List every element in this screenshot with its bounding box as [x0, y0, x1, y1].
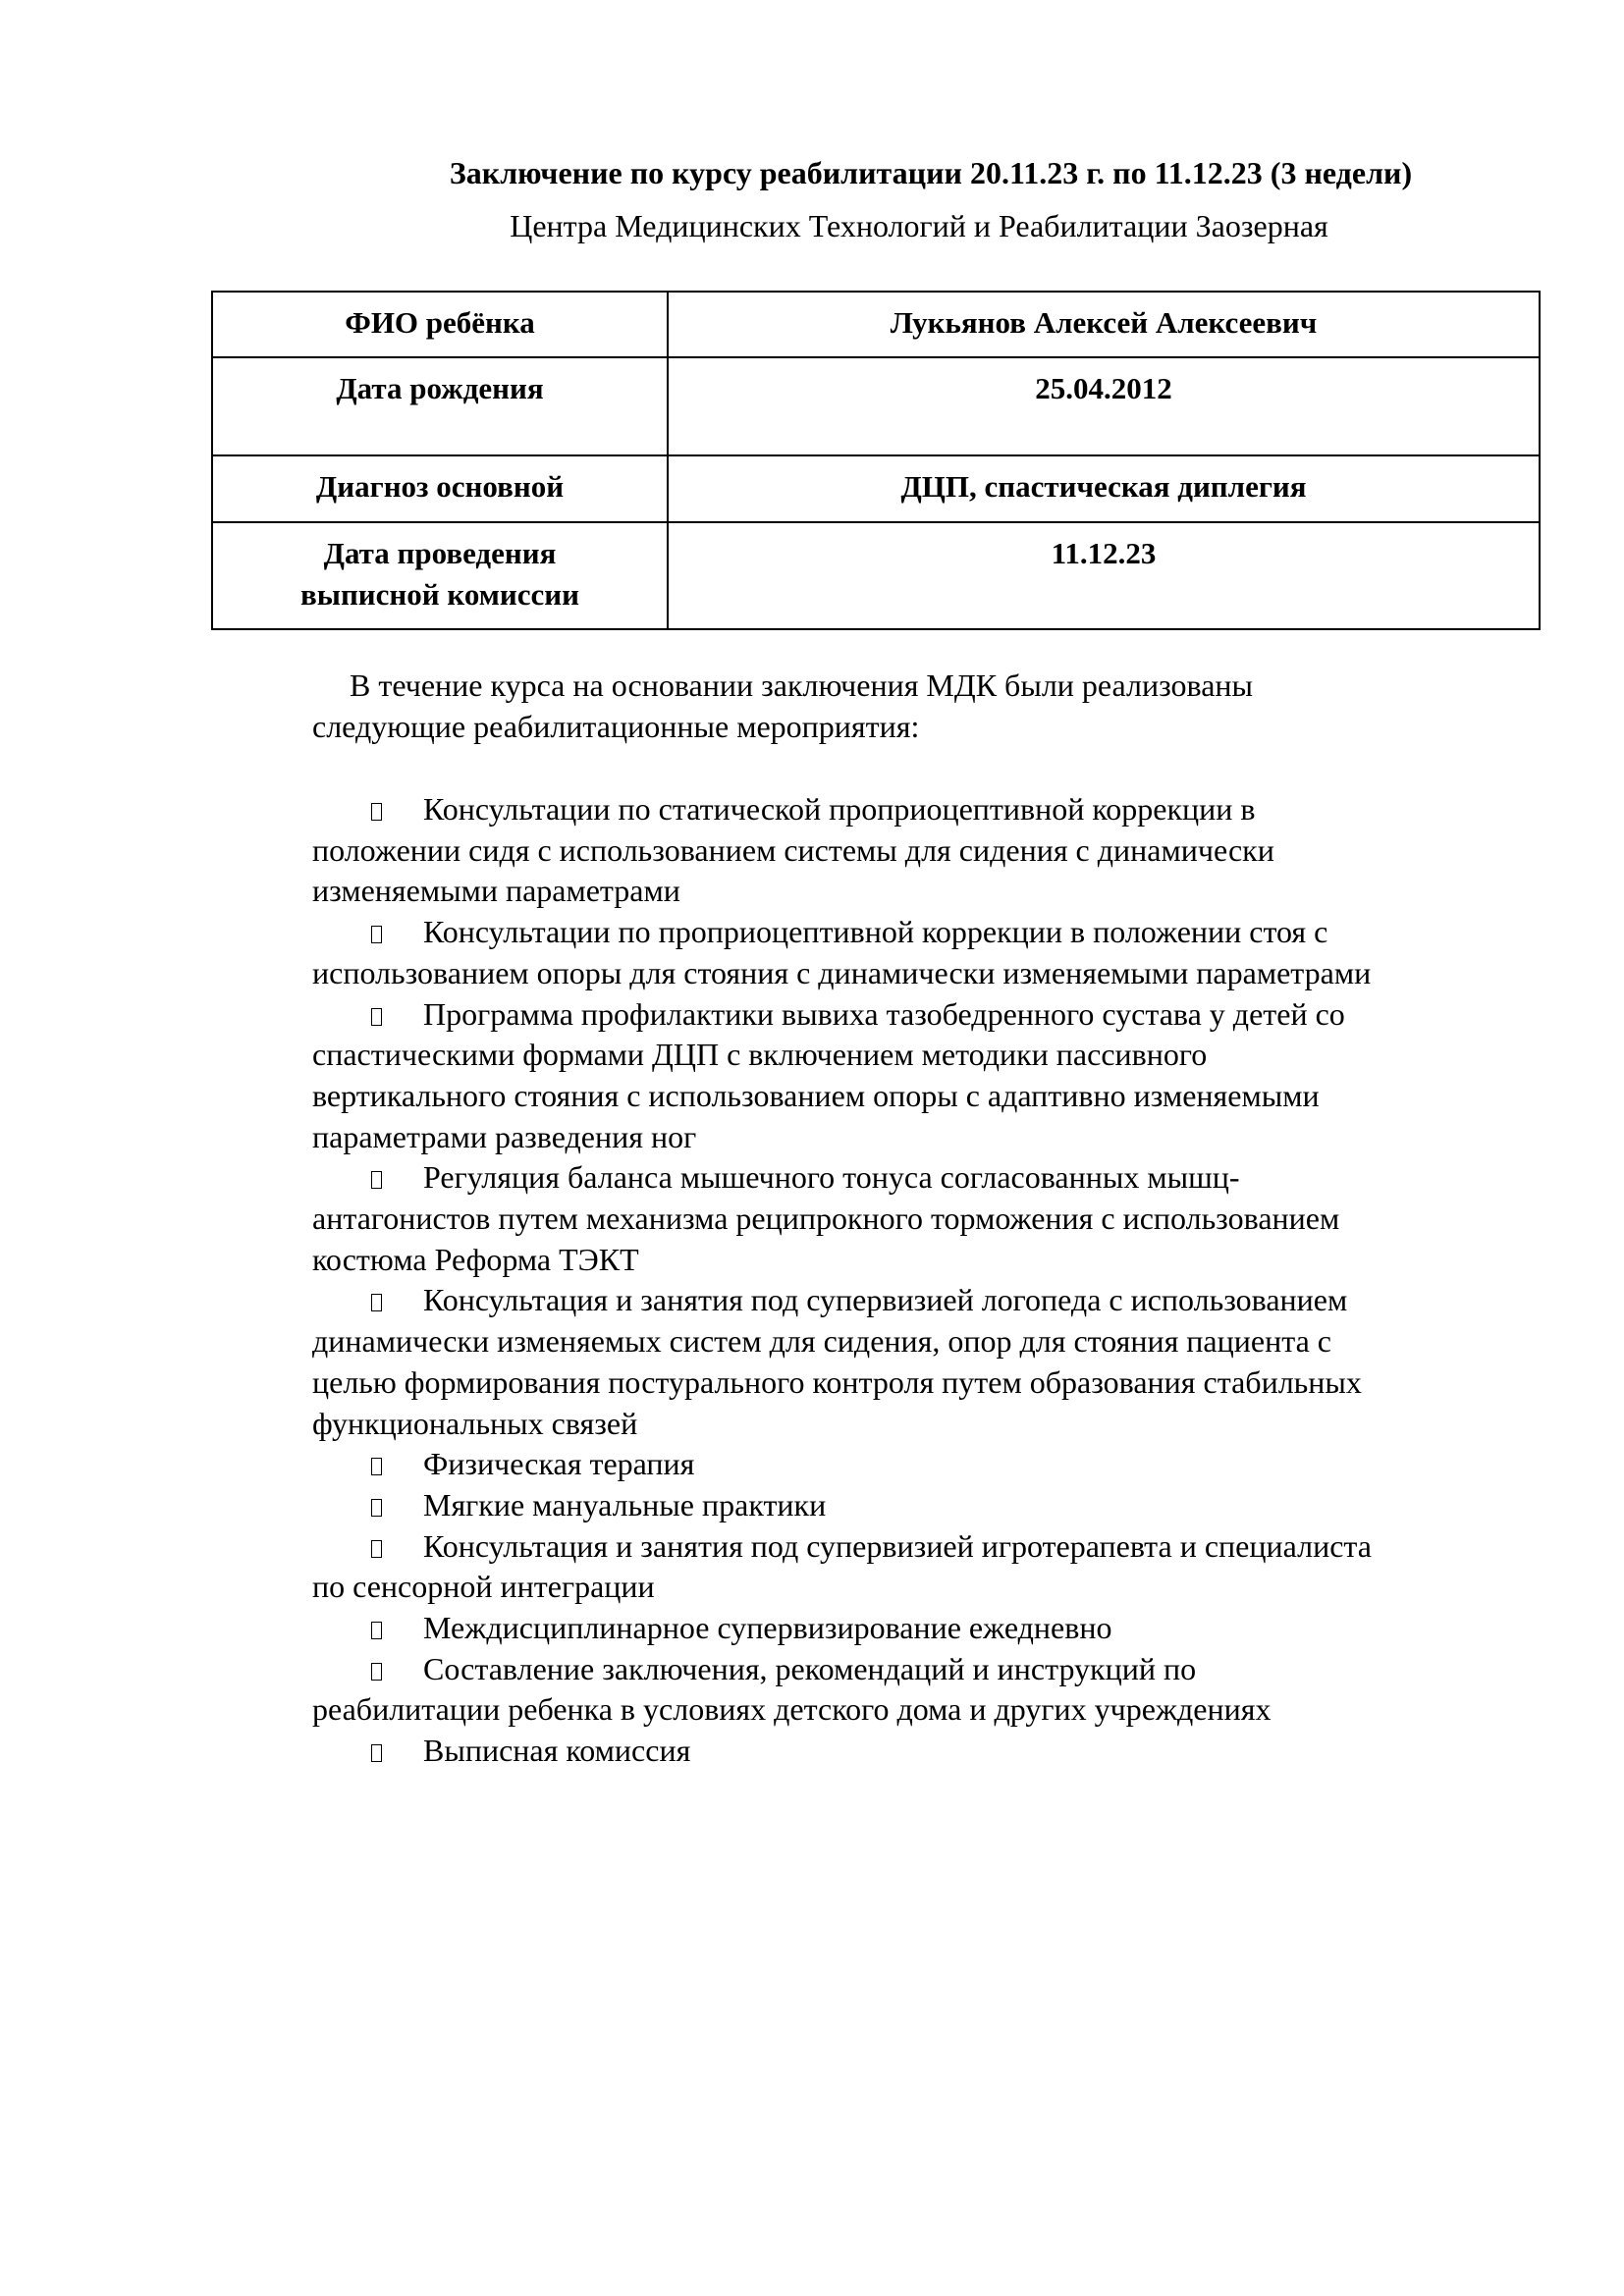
list-item-text: Междисциплинарное супервизирование ежедневно: [423, 1610, 1112, 1646]
table-row: [212, 292, 1540, 357]
list-item-line: [312, 1117, 1372, 1158]
table-row: [212, 522, 1540, 629]
list-item-text: Консультация и занятия под супервизией логопеда с использованием: [423, 1282, 1348, 1318]
bullet-box-icon: [371, 1171, 382, 1189]
list-item-line: [312, 1280, 1372, 1321]
list-item-text: костюма Реформа ТЭКТ: [312, 1241, 639, 1277]
list-item-text: параметрами разведения ног: [312, 1118, 697, 1154]
list-item-line: [312, 1526, 1372, 1568]
measures-list: [312, 789, 1372, 1772]
row-label: [212, 357, 668, 455]
list-item-text: Регуляция баланса мышечного тонуса согласованных мышц-: [423, 1159, 1240, 1196]
bullet-box-icon: [371, 1458, 382, 1475]
row-label-line: ФИО ребёнка: [345, 305, 535, 340]
list-item-text: Физическая терапия: [423, 1446, 695, 1482]
list-item: [312, 1157, 1372, 1280]
list-item-line: [312, 953, 1372, 994]
list-item-line: [312, 789, 1372, 830]
list-item-line: [312, 1731, 1372, 1772]
list-item: [312, 912, 1372, 993]
list-item: [312, 1280, 1372, 1444]
list-item-text: Составление заключения, рекомендаций и инструкций по: [423, 1650, 1197, 1686]
list-item-line: [312, 1076, 1372, 1117]
list-item-line: [312, 871, 1372, 912]
bullet-box-icon: [371, 926, 382, 943]
row-value: Лукьянов Алексей Алексеевич: [668, 292, 1540, 357]
list-item: [312, 1444, 1372, 1485]
list-item-line: [312, 1567, 1372, 1608]
list-item-line: [312, 1240, 1372, 1281]
list-item-line: [312, 1689, 1372, 1731]
list-item-text: целью формирования постурального контроля путем образования стабильных: [312, 1363, 1362, 1400]
list-item-text: антагонистов путем механизма реципрокного торможения с использованием: [312, 1201, 1340, 1237]
list-item-text: использованием опоры для стояния с динамически изменяемыми параметрами: [312, 954, 1372, 990]
list-item-line: [312, 1199, 1372, 1240]
list-item: [312, 1608, 1372, 1649]
list-item-line: [312, 830, 1372, 872]
list-item-line: [312, 1444, 1372, 1485]
list-item-text: реабилитации ребенка в условиях детского дома и других учреждениях: [312, 1691, 1272, 1728]
list-item-text: функциональных связей: [312, 1405, 638, 1441]
document-subtitle: Центра Медицинских Технологий и Реабилитации Заозерная: [510, 208, 1328, 243]
bullet-box-icon: [371, 1744, 382, 1762]
list-item-text: Программа профилактики вывиха тазобедренного сустава у детей со: [423, 995, 1345, 1032]
list-item-line: [312, 1485, 1372, 1526]
intro-paragraph: [312, 666, 1253, 747]
document-title: Заключение по курсу реабилитации 20.11.23 г. по 11.12.23 (3 недели): [449, 155, 1413, 190]
list-item-line: [312, 1404, 1372, 1445]
bullet-box-icon: [371, 1622, 382, 1639]
list-item: [312, 789, 1372, 912]
list-item-text: положении сидя с использованием системы для сидения с динамически: [312, 831, 1274, 868]
list-item-text: вертикального стояния с использованием опоры с адаптивно изменяемыми: [312, 1077, 1320, 1113]
list-item-text: Консультации по проприоцептивной коррекции в положении стоя с: [423, 914, 1328, 950]
list-item: [312, 1526, 1372, 1608]
row-value: 11.12.23: [668, 522, 1540, 629]
row-label: [212, 292, 668, 357]
list-item-line: [312, 1608, 1372, 1649]
table-row: [212, 357, 1540, 455]
row-label-line: Дата проведения: [323, 536, 557, 570]
list-item-text: динамически изменяемых систем для сидения, опор для стояния пациента с: [312, 1323, 1331, 1360]
row-label: [212, 455, 668, 522]
list-item-line: [312, 1321, 1372, 1362]
list-item-line: [312, 1362, 1372, 1404]
row-label-line: выписной комиссии: [300, 577, 579, 612]
patient-info-table: [211, 291, 1541, 630]
list-item-text: Консультации по статической проприоцептивной коррекции в: [423, 791, 1256, 827]
row-label: [212, 522, 668, 629]
row-value: 25.04.2012: [668, 357, 1540, 455]
row-value: ДЦП, спастическая диплегия: [668, 455, 1540, 522]
bullet-box-icon: [371, 1540, 382, 1558]
list-item-text: спастическими формами ДЦП с включением методики пассивного: [312, 1037, 1208, 1073]
list-item-text: Выписная комиссия: [423, 1733, 691, 1769]
list-item-line: [312, 994, 1372, 1036]
list-item-text: Консультация и занятия под супервизией игротерапевта и специалиста: [423, 1527, 1372, 1564]
bullet-box-icon: [371, 1499, 382, 1517]
table-row: [212, 455, 1540, 522]
bullet-box-icon: [371, 803, 382, 821]
list-item: [312, 994, 1372, 1158]
list-item-line: [312, 912, 1372, 953]
list-item: [312, 1485, 1372, 1526]
list-item: [312, 1649, 1372, 1731]
list-item-text: Мягкие мануальные практики: [423, 1486, 827, 1522]
list-item-line: [312, 1649, 1372, 1690]
list-item-line: [312, 1035, 1372, 1076]
row-label-line: Дата рождения: [336, 371, 544, 405]
intro-line: В течение курса на основании заключения МДК были реализованы: [350, 667, 1254, 703]
list-item-text: изменяемыми параметрами: [312, 873, 680, 909]
bullet-box-icon: [371, 1663, 382, 1681]
list-item-line: [312, 1157, 1372, 1199]
intro-line: следующие реабилитационные мероприятия:: [312, 708, 920, 744]
bullet-box-icon: [371, 1008, 382, 1026]
list-item: [312, 1731, 1372, 1772]
list-item-text: по сенсорной интеграции: [312, 1569, 655, 1605]
bullet-box-icon: [371, 1294, 382, 1311]
row-label-line: Диагноз основной: [315, 469, 565, 504]
